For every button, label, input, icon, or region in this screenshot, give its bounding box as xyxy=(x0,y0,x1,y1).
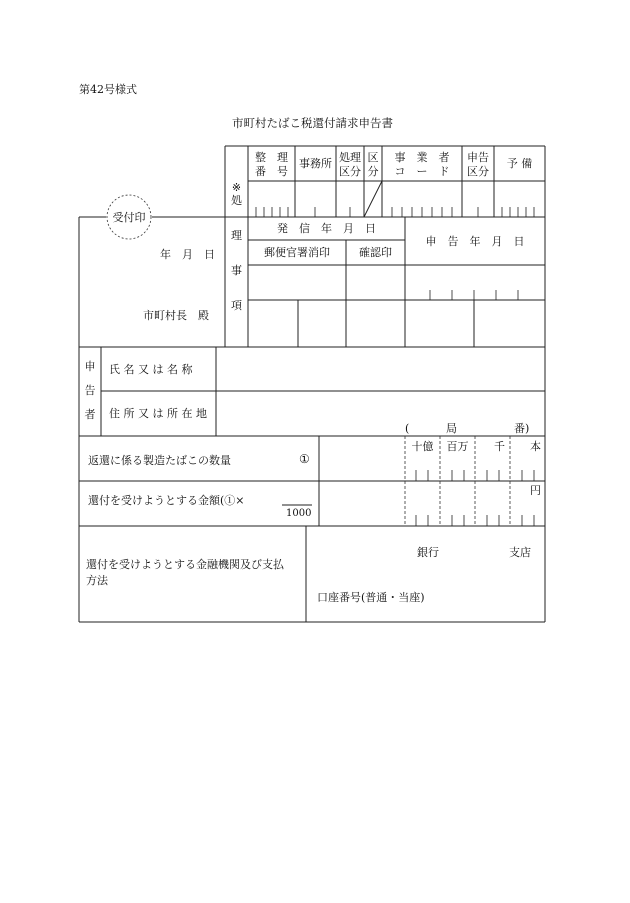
phone-open-paren: ( xyxy=(405,422,410,435)
phone-ban-label: 番) xyxy=(514,422,530,435)
address-label: 住 所 又 は 所 在 地 xyxy=(109,407,207,420)
bank-label-1: 還付を受けようとする金融機関及び支払 xyxy=(86,558,284,571)
account-label: 口座番号(普通・当座) xyxy=(317,591,425,604)
amount-denominator: 1000 xyxy=(286,508,312,519)
quantity-marker: ① xyxy=(299,452,310,466)
side-label-3: 事 xyxy=(231,264,242,277)
shinkoku-date-label: 申 告 年 月 日 xyxy=(425,235,525,248)
side-label-2: 理 xyxy=(231,229,242,242)
hasshin-date-label: 発 信 年 月 日 xyxy=(277,222,376,235)
date-label: 年 月 日 xyxy=(160,248,215,261)
seiri-bango-label-2: 番 号 xyxy=(255,165,288,178)
yobi-label: 予 備 xyxy=(506,157,533,170)
reception-stamp-label: 受付印 xyxy=(112,211,146,224)
phone-kyoku-label: 局 xyxy=(446,422,457,435)
side-label-4: 項 xyxy=(231,299,242,312)
jimusho-label: 事務所 xyxy=(299,157,332,170)
shinkoku-kubun-label-1: 申告 xyxy=(467,151,489,164)
shinkokusha-label-2: 告 xyxy=(84,384,96,397)
shinkokusha-label-1: 申 xyxy=(84,360,96,373)
name-label: 氏 名 又 は 名 称 xyxy=(109,363,193,376)
kakunin-in-label: 確認印 xyxy=(359,246,392,259)
quantity-label: 返還に係る製造たばこの数量 xyxy=(88,454,231,467)
bank-label: 銀行 xyxy=(417,546,439,559)
seiri-bango-label-1: 整 理 xyxy=(255,151,288,164)
bank-label-2: 方法 xyxy=(86,574,108,587)
amount-unit: 円 xyxy=(530,484,541,497)
form-title: 市町村たばこ税還付請求申告書 xyxy=(232,116,393,130)
form-number: 第42号様式 xyxy=(79,83,137,96)
unit-hyakuman: 百万 xyxy=(446,440,469,453)
side-label-mark: ※ xyxy=(231,181,242,194)
jigyosha-code-label-1: 事 業 者 xyxy=(394,151,450,164)
unit-juoku: 十億 xyxy=(411,440,434,453)
unit-sen: 千 xyxy=(494,440,505,453)
shinkoku-kubun-label-2: 区分 xyxy=(467,165,489,178)
jigyosha-code-label-2: コ ー ド xyxy=(394,165,450,178)
amount-label: 還付を受けようとする金額(①× xyxy=(88,494,245,507)
yubin-keshiin-label: 郵便官署消印 xyxy=(264,246,330,259)
ku-label-2: 分 xyxy=(367,165,379,178)
unit-hon: 本 xyxy=(530,440,541,453)
side-label-1: 処 xyxy=(231,194,242,207)
processing-table-lines xyxy=(225,146,545,622)
addressee-label: 市町村長 殿 xyxy=(143,309,209,322)
shori-kubun-label-2: 区分 xyxy=(339,165,361,178)
shinkokusha-label-3: 者 xyxy=(84,408,96,421)
ku-label-1: 区 xyxy=(367,151,379,164)
branch-label: 支店 xyxy=(509,546,531,559)
shori-kubun-label-1: 処理 xyxy=(339,151,361,164)
